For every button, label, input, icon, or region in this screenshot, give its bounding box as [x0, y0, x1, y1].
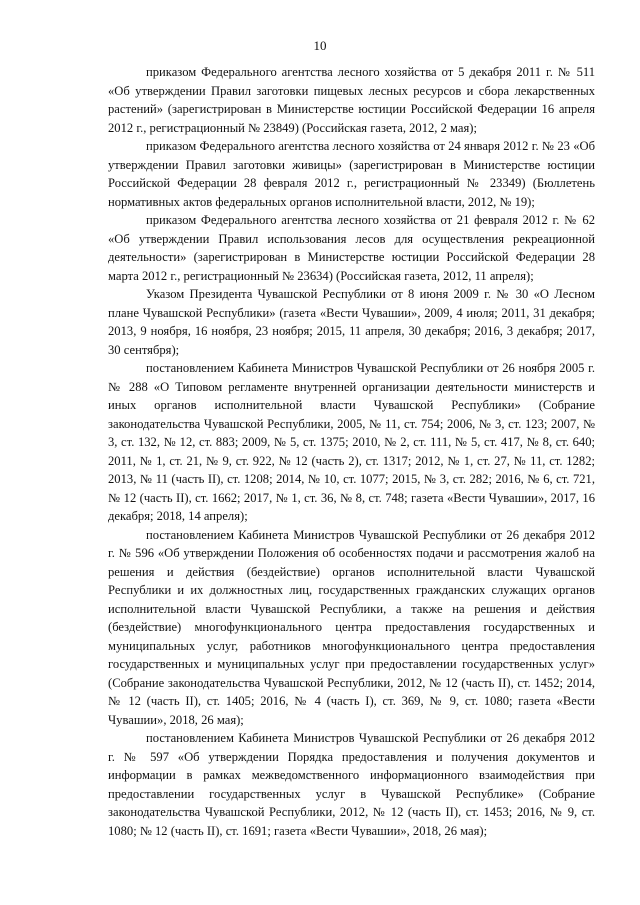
paragraph-resolution-597: постановлением Кабинета Министров Чувашской Республики от 26 декабря 2012 г. № 597 «Об утверждении Порядка предоставления и получения документов и информации в рамках межведомственного информационного взаимодействия при предоставлении государственных услуг в Чувашской Республике» (Собрание законодательства Чувашской Республики, 2012, № 12 (часть II), ст. 1453; 2016, № 9, ст. 1080; № 12 (часть II), ст. 1691; газета «Вести Чувашии», 2018, 26 мая);: [108, 731, 595, 838]
paragraph-order-62: приказом Федерального агентства лесного хозяйства от 21 февраля 2012 г. № 62 «Об утверждении Правил использования лесов для осуществления рекреационной деятельности» (зарегистрирован в Министерстве юстиции Российской Федерации 28 марта 2012 г., регистрационный № 23634) (Российская газета, 2012, 11 апреля);: [108, 213, 595, 283]
paragraph-resolution-596: постановлением Кабинета Министров Чувашской Республики от 26 декабря 2012 г. № 596 «Об утверждении Положения об особенностях подачи и рассмотрения жалоб на решения и действия (бездействие) органов исполнительной власти Чувашской Республики и их должностных лиц, государственных гражданских служащих органов исполнительной власти Чувашской Республики, а также на решения и действия (бездействие) многофункционального центра предоставления государственных и муниципальных услуг, работников многофункционального центра предоставления государственных и муниципальных услуг при предоставлении государственных услуг» (Собрание законодательства Чувашской Республики, 2012, № 12 (часть II), ст. 1452; 2014, № 12 (часть II), ст. 1405; 2016, № 4 (часть I), ст. 369, № 9, ст. 1080; газета «Вести Чувашии», 2018, 26 мая);: [108, 527, 595, 727]
document-body: [108, 63, 595, 840]
paragraph-order-511: приказом Федерального агентства лесного хозяйства от 5 декабря 2011 г. № 511 «Об утверждении Правил заготовки пищевых лесных ресурсов и сбора лекарственных растений» (зарегистрирован в Министерстве юстиции Российской Федерации 16 апреля 2012 г., регистрационный № 23849) (Российская газета, 2012, 2 мая);: [108, 65, 595, 135]
paragraph-order-23: приказом Федерального агентства лесного хозяйства от 24 января 2012 г. № 23 «Об утверждении Правил заготовки живицы» (зарегистрирован в Министерстве юстиции Российской Федерации 28 февраля 2012 г., регистрационный № 23349) (Бюллетень нормативных актов федеральных органов исполнительной власти, 2012, № 19);: [108, 139, 595, 209]
paragraph-decree-30: Указом Президента Чувашской Республики от 8 июня 2009 г. № 30 «О Лесном плане Чувашской Республики» (газета «Вести Чувашии», 2009, 4 июля; 2011, 31 декабря; 2013, 9 ноября, 16 ноября, 23 ноября; 2015, 11 апреля, 30 декабря; 2016, 3 декабря; 2017, 30 сентября);: [108, 287, 595, 357]
page-number: 10: [313, 38, 327, 53]
paragraph-resolution-288: постановлением Кабинета Министров Чувашской Республики от 26 ноября 2005 г. № 288 «О Типовом регламенте внутренней организации деятельности министерств и иных органов исполнительной власти Чувашской Республики» (Собрание законодательства Чувашской Республики, 2005, № 11, ст. 754; 2006, № 3, ст. 123; 2007, № 3, ст. 132, № 12, ст. 883; 2009, № 5, ст. 1375; 2010, № 2, ст. 111, № 5, ст. 417, № 8, ст. 640; 2011, № 1, ст. 21, № 9, ст. 922, № 12 (часть 2), ст. 1317; 2012, № 1, ст. 27, № 11, ст. 1282; 2013, № 11 (часть II), ст. 1208; 2014, № 10, ст. 1077; 2015, № 3, ст. 282; 2016, № 6, ст. 721, № 12 (часть II), ст. 1662; 2017, № 1, ст. 36, № 8, ст. 748; газета «Вести Чувашии», 2017, 16 декабря; 2018, 14 апреля);: [108, 361, 595, 523]
